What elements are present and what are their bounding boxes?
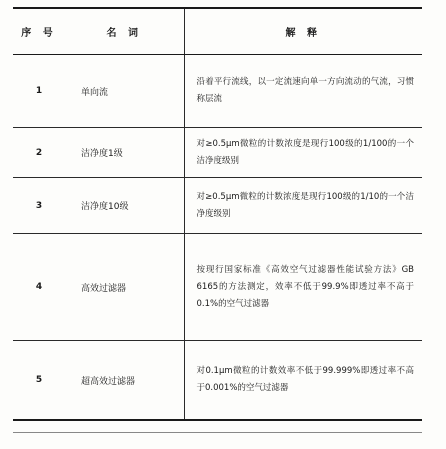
- row-term: 超高效过滤器: [65, 341, 184, 421]
- table-row: [13, 341, 422, 421]
- glossary-table: [13, 7, 422, 421]
- row-seq: 3: [13, 178, 65, 234]
- row-seq: 4: [13, 234, 65, 341]
- bottom-rule: [13, 432, 422, 433]
- row-term: 高效过滤器: [65, 234, 184, 341]
- row-explanation: 对≥0.5μm微粒的计数浓度是现行100级的1/10的一个洁净度级别: [184, 178, 422, 234]
- header-name: 名 词: [65, 8, 184, 55]
- table-row: [13, 234, 422, 341]
- row-explanation: 按现行国家标准《高效空气过滤器性能试验方法》GB 6165的方法测定，效率不低于99.9%即透过率不高于0.1%的空气过滤器: [184, 234, 422, 341]
- table-row: [13, 55, 422, 128]
- table-row: [13, 178, 422, 234]
- row-explanation: 对≥0.5μm微粒的计数浓度是现行100级的1/100的一个洁净度级别: [184, 128, 422, 178]
- row-explanation: 沿着平行流线，以一定流速向单一方向流动的气流，习惯称层流: [184, 55, 422, 128]
- header-explanation: 解 释: [184, 8, 422, 55]
- row-seq: 5: [13, 341, 65, 421]
- row-term: 洁净度1级: [65, 128, 184, 178]
- row-seq: 2: [13, 128, 65, 178]
- table-row: [13, 128, 422, 178]
- table-header-row: [13, 8, 422, 55]
- row-seq: 1: [13, 55, 65, 128]
- header-seq: 序 号: [13, 8, 65, 55]
- row-explanation: 对0.1μm微粒的计数效率不低于99.999%即透过率不高于0.001%的空气过滤器: [184, 341, 422, 421]
- row-term: 单向流: [65, 55, 184, 128]
- row-term: 洁净度10级: [65, 178, 184, 234]
